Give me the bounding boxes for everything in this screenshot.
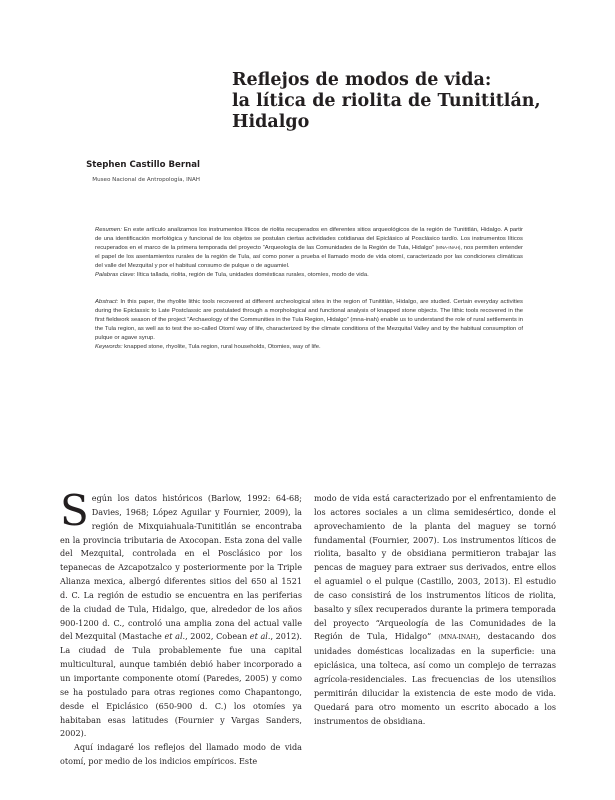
author-name: Stephen Castillo Bernal xyxy=(86,160,200,170)
body-column-left xyxy=(60,486,302,769)
body-p1-part-b: , 2002, Cobean xyxy=(185,631,250,642)
body-paragraph-2: Aquí indagaré los reflejos del llamado modo de vida otomí, por medio de los indicios empíricos. Este xyxy=(60,742,302,767)
keywords-label: Keywords: xyxy=(95,343,123,350)
body-p3-part-b: , destacando dos unidades domésticas localizadas en la superficie: una epiclásica, una tolteca, así como un complejo de terrazas agrícola-residenciales. Las frecuencias de los utensilios permitirán dilucidar la existencia de este modo de vida. Quedará para otro momento un escrito abocado a los instrumentos de obsidiana. xyxy=(314,631,556,726)
body-p1-etal-2: et al. xyxy=(249,631,271,642)
body-p3-org: (MNA-INAH) xyxy=(438,634,479,642)
body-paragraph-3 xyxy=(314,492,556,728)
abstract-paragraph xyxy=(95,298,523,351)
palabras-clave-label: Palabras clave: xyxy=(95,271,136,278)
keywords-text: knapped stone, rhyolite, Tula region, rural households, Otomies, way of life. xyxy=(122,343,321,350)
abstract-text: In this paper, the rhyolite lithic tools recovered at different archeological sites in the region of Tunititlán, Hidalgo, are studied. Certain everyday activities during the Epiclassic to Late Postclassic are postulated through a morphological and functional analysis of knapped stone objects. The lithic tools recovered in the first fieldwork season of the project “Archaeology of the Communities in the Tula Region, Hidalgo” (mna-inah) enable us to understand the role of rural settlements in the Tula region, as well as to test the so-called Otomí way of life, characterized by the climate conditions of the Mezquital Valley and by the habitual consumption of pulque or agave syrup. xyxy=(95,299,523,341)
resumen-label: Resumen: xyxy=(95,227,122,233)
body-p1-part-a: egún los datos históricos (Barlow, 1992: 64-68; Davies, 1968; López Aguilar y Fournier, 2009), la región de Mixquiahuala-Tunititlán se encontraba en la provincia tributaria de Axocopan. Esta zona del valle del Mezquital, controlada en el Posclásico por los tepanecas de Azcapotzalco y posteriormente por la Triple Alianza mexica, albergó diferentes sitios del 650 al 1521 d. C. La región de estudio se encuentra en las periferias de la ciudad de Tula, Hidalgo, que, alrededor de los años 900-1200 d. C., controló una amplia zona del actual valle del Mezquital (Mastache xyxy=(60,493,302,642)
resumen-paragraph xyxy=(95,226,523,279)
resumen-org: (MNA-INAH) xyxy=(435,244,461,250)
abstract-label: Abstract: xyxy=(95,299,119,305)
article-title xyxy=(232,70,592,133)
palabras-clave-text: lítica tallada, riolita, región de Tula, unidades domésticas rurales, otomíes, modo de vida. xyxy=(135,271,369,278)
title-line-1: Reflejos de modos de vida: xyxy=(232,70,492,90)
author-affiliation: Museo Nacional de Antropología, INAH xyxy=(92,177,200,183)
drop-cap: S xyxy=(60,486,89,535)
resumen-text-1: En este artículo analizamos los instrumentos líticos de riolita recuperados en diferentes sitios arqueológicos de la región de Tunititlán, Hidalgo. A partir de una identificación morfológica y funcional de los objetos se postulan ciertas actividades cotidianas del Epiclásico al Posclásico tardío. Los instrumentos líticos recuperados en el marco de la primera temporada del proyecto “Arqueología de las Comunidades de la Región de Tula, Hidalgo” xyxy=(95,227,523,251)
body-p1-part-c: , 2012). La ciudad de Tula probablemente fue una capital multicultural, aunque también debió haber incorporado a un importante componente otomí (Paredes, 2005) y como se ha postulado para otras regiones como Chapantongo, desde el Epiclásico (650-900 d. C.) los otomíes ya habitaban esas latitudes (Fournier y Vargas Sanders, 2002). xyxy=(60,631,302,739)
title-line-2: la lítica de riolita de Tunititlán, Hidalgo xyxy=(232,91,541,132)
body-paragraph-1 xyxy=(60,486,302,741)
body-p1-etal-1: et al. xyxy=(164,631,186,642)
resumen-text-2: , nos permiten entender el papel de los asentamientos rurales de la región de Tula, así como poner a prueba el llamado modo de vida otomí, caracterizado por las condiciones climáticas del valle del Mezquital y por el habitual consumo de pulque o de aguamiel. xyxy=(95,244,523,269)
body-column-right xyxy=(314,492,556,728)
body-p3-part-a: modo de vida está caracterizado por el enfrentamiento de los actores sociales a un clima semidesértico, donde el aprovechamiento de la planta del maguey se tornó fundamental (Fournier, 2007). Los instrumentos líticos de riolita, basalto y de obsidiana permitieron trabajar las pencas de maguey para extraer sus derivados, entre ellos el aguamiel o el pulque (Castillo, 2003, 2013). El estudio de caso consistirá de los instrumentos líticos de riolita, basalto y sílex recuperados durante la primera temporada del proyecto “Arqueología de las Comunidades de la Región de Tula, Hidalgo” xyxy=(314,493,556,642)
